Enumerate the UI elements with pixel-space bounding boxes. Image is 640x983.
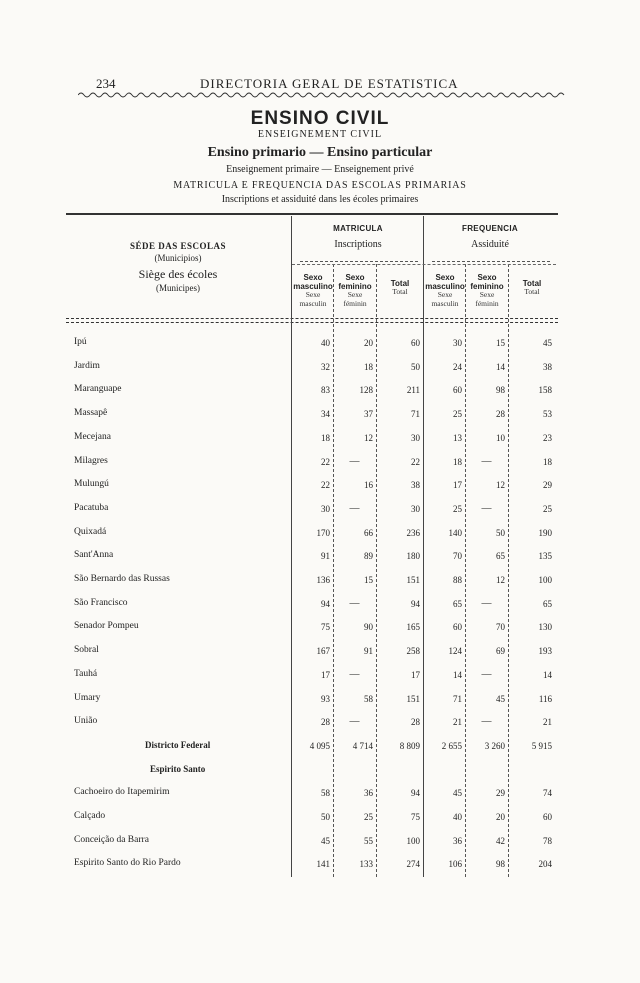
subtitle-fr: Enseignement primaire — Enseignement privé — [226, 164, 414, 175]
cell-value: 74 — [543, 788, 552, 798]
cell-value: 28 — [411, 717, 420, 727]
cell-value: 14 — [496, 362, 505, 372]
cell-value: 25 — [453, 409, 462, 419]
cell-value: 106 — [448, 859, 462, 869]
cell-value: 22 — [411, 457, 420, 467]
cell-value: 70 — [496, 622, 505, 632]
cell-value: 116 — [538, 694, 552, 704]
cell-value: 133 — [359, 859, 373, 869]
cell-value: 135 — [538, 551, 552, 561]
table-row — [0, 716, 640, 740]
cell-value: 12 — [364, 433, 373, 443]
col-masc2-fr-line1: Sexe — [437, 290, 453, 300]
col-masc2-fr-line2: masculin — [431, 299, 459, 308]
cell-value: — — [349, 716, 360, 727]
cell-value: 65 — [453, 599, 462, 609]
row-label: União — [74, 716, 98, 726]
cell-value: 236 — [406, 528, 420, 538]
col-fem2-fr-line2: féminin — [475, 299, 499, 308]
cell-value: 55 — [364, 836, 373, 846]
cell-value: 274 — [406, 859, 420, 869]
cell-value: 94 — [411, 788, 420, 798]
cell-value: 93 — [321, 694, 330, 704]
cell-value: 18 — [364, 362, 373, 372]
cell-value: — — [481, 716, 492, 727]
col-header-total-2 — [509, 279, 555, 297]
cell-value: 14 — [453, 670, 462, 680]
col-total2-line1: Total — [522, 279, 542, 288]
cell-value: 151 — [406, 575, 420, 585]
cell-value: 91 — [321, 551, 330, 561]
cell-value: 29 — [543, 480, 552, 490]
cell-value: 42 — [496, 836, 505, 846]
cell-value: 30 — [411, 433, 420, 443]
cell-value: 25 — [543, 504, 552, 514]
cell-value: 94 — [321, 599, 330, 609]
cell-value: 58 — [364, 694, 373, 704]
cell-value: 70 — [453, 551, 462, 561]
frequencia-label-fr: Assiduité — [471, 239, 509, 251]
row-label: Mecejana — [74, 432, 111, 442]
matricula-brace — [300, 261, 418, 263]
cell-value: 38 — [411, 480, 420, 490]
table-row — [0, 787, 640, 811]
page-number: 234 — [96, 76, 116, 91]
cell-value: 69 — [496, 646, 505, 656]
cell-value: 38 — [543, 362, 552, 372]
cell-value: 89 — [364, 551, 373, 561]
cell-value: — — [349, 456, 360, 467]
cell-value: 71 — [411, 409, 420, 419]
col-fem-line1: Sexo — [345, 273, 365, 282]
cell-value: 4 095 — [309, 741, 330, 751]
table-row — [0, 337, 640, 361]
row-label: Quixadá — [74, 527, 107, 537]
matricula-label-fr: Inscriptions — [334, 239, 382, 251]
cell-value: 83 — [321, 385, 330, 395]
col-header-total-1 — [377, 279, 423, 297]
col-total-line1: Total — [390, 279, 410, 288]
cell-value: 30 — [453, 338, 462, 348]
row-label: Senador Pompeu — [74, 621, 139, 631]
cell-value: 211 — [406, 385, 420, 395]
cell-value: 58 — [321, 788, 330, 798]
cell-value: 45 — [496, 694, 505, 704]
cell-value: 140 — [448, 528, 462, 538]
cell-value: 98 — [496, 859, 505, 869]
cell-value: 24 — [453, 362, 462, 372]
cell-value: — — [481, 456, 492, 467]
row-label: Espirito Santo — [150, 764, 206, 774]
table-row — [0, 669, 640, 693]
wavy-rule — [78, 91, 568, 99]
col-masc2-line1: Sexo — [435, 273, 455, 282]
cell-value: — — [481, 503, 492, 514]
cell-value: 10 — [496, 433, 505, 443]
cell-value: 21 — [543, 717, 552, 727]
cell-value: 23 — [543, 433, 552, 443]
seat-header-pt: SÉDE DAS ESCOLAS — [129, 241, 227, 251]
cell-value: 22 — [321, 480, 330, 490]
row-label: Umary — [74, 693, 101, 703]
cell-value: 4 714 — [352, 741, 373, 751]
cell-value: 78 — [543, 836, 552, 846]
cell-value: 180 — [406, 551, 420, 561]
cell-value: 18 — [453, 457, 462, 467]
cell-value: 12 — [496, 575, 505, 585]
cell-value: 258 — [406, 646, 420, 656]
cell-value: 60 — [411, 338, 420, 348]
cell-value: 14 — [543, 670, 552, 680]
table-row — [0, 621, 640, 645]
col-masc-line1: Sexo — [303, 273, 323, 282]
cell-value: — — [349, 503, 360, 514]
col-masc-fr-line1: Sexe — [305, 290, 321, 300]
cell-value: 75 — [321, 622, 330, 632]
header-bottom-rule — [66, 318, 558, 320]
table-row — [0, 811, 640, 835]
cell-value: 18 — [321, 433, 330, 443]
col-fem2-line2: feminino — [470, 282, 504, 292]
subheader-rule — [292, 264, 556, 266]
cell-value: — — [349, 669, 360, 680]
row-label: Espirito Santo do Rio Pardo — [74, 858, 181, 868]
col-fem-fr-line1: Sexe — [347, 290, 363, 300]
cell-value: 40 — [321, 338, 330, 348]
cell-value: 71 — [453, 694, 462, 704]
cell-value: 65 — [496, 551, 505, 561]
table-row — [0, 456, 640, 480]
header-bottom-rule-2 — [66, 322, 558, 324]
col-header-fem-2 — [466, 273, 508, 309]
cell-value: 151 — [406, 694, 420, 704]
frequencia-header — [425, 224, 555, 251]
cell-value: 65 — [543, 599, 552, 609]
table-row — [0, 693, 640, 717]
cell-value: 91 — [364, 646, 373, 656]
row-label: Massapê — [74, 408, 108, 418]
cell-value: 158 — [538, 385, 552, 395]
table-row — [0, 384, 640, 408]
col-header-masc-1 — [292, 273, 334, 309]
cell-value: 45 — [543, 338, 552, 348]
col-masc2-line2: masculino — [425, 282, 465, 292]
table-row — [0, 740, 640, 764]
cell-value: 25 — [453, 504, 462, 514]
table-row — [0, 527, 640, 551]
cell-value: 34 — [321, 409, 330, 419]
cell-value: 204 — [538, 859, 552, 869]
seat-header-fr-sub: (Municipes) — [156, 282, 200, 293]
row-label: Maranguape — [74, 384, 122, 394]
table-row — [0, 574, 640, 598]
col-fem2-line1: Sexo — [477, 273, 497, 282]
table-row — [0, 361, 640, 385]
cell-value: 17 — [321, 670, 330, 680]
cell-value: 5 915 — [531, 741, 552, 751]
cell-value: — — [349, 598, 360, 609]
col-header-masc-2 — [424, 273, 466, 309]
col-total-fr-line1: Total — [392, 287, 408, 297]
row-label: Calçado — [74, 811, 106, 821]
cell-value: 94 — [411, 599, 420, 609]
cell-value: 12 — [496, 480, 505, 490]
cell-value: 190 — [538, 528, 552, 538]
cell-value: 3 260 — [484, 741, 505, 751]
row-label: São Francisco — [74, 598, 128, 608]
cell-value: 29 — [496, 788, 505, 798]
cell-value: 130 — [538, 622, 552, 632]
row-label: Tauhá — [74, 669, 98, 679]
cell-value: 141 — [316, 859, 330, 869]
cell-value: 16 — [364, 480, 373, 490]
cell-value: 100 — [406, 836, 420, 846]
table-row — [0, 503, 640, 527]
cell-value: 21 — [453, 717, 462, 727]
col-masc-fr-line2: masculin — [299, 299, 327, 308]
cell-value: 18 — [543, 457, 552, 467]
cell-value: 60 — [453, 385, 462, 395]
row-label: Sant'Anna — [74, 550, 114, 560]
cell-value: 60 — [453, 622, 462, 632]
cell-value: 36 — [364, 788, 373, 798]
cell-value: 45 — [321, 836, 330, 846]
cell-value: 50 — [411, 362, 420, 372]
cell-value: — — [481, 598, 492, 609]
col-fem2-fr-line1: Sexe — [479, 290, 495, 300]
cell-value: 98 — [496, 385, 505, 395]
cell-value: 66 — [364, 528, 373, 538]
table-row — [0, 764, 640, 788]
cell-value: 20 — [496, 812, 505, 822]
table-row — [0, 479, 640, 503]
row-label: Cachoeiro do Itapemirim — [74, 787, 170, 797]
main-title-fr: ENSEIGNEMENT CIVIL — [257, 129, 383, 140]
cell-value: 22 — [321, 457, 330, 467]
cell-value: 167 — [316, 646, 330, 656]
matricula-header — [292, 224, 424, 251]
row-label: Jardim — [74, 361, 100, 371]
col-header-fem-1 — [334, 273, 376, 309]
cell-value: 170 — [316, 528, 330, 538]
table-top-rule — [66, 213, 558, 215]
section-title-fr: Inscriptions et assiduité dans les écoles primaires — [221, 194, 419, 205]
table-row — [0, 432, 640, 456]
frequencia-brace — [432, 261, 550, 263]
running-title: DIRECTORIA GERAL DE ESTATISTICA — [200, 76, 459, 91]
cell-value: 50 — [496, 528, 505, 538]
row-label: São Bernardo das Russas — [74, 574, 170, 584]
cell-value: 193 — [538, 646, 552, 656]
subtitle: Ensino primario — Ensino particular — [207, 145, 433, 160]
row-label: Milagres — [74, 456, 108, 466]
col-masc-line2: masculino — [293, 282, 333, 292]
cell-value: 25 — [364, 812, 373, 822]
cell-value: 75 — [411, 812, 420, 822]
cell-value: 28 — [496, 409, 505, 419]
cell-value: 60 — [543, 812, 552, 822]
row-label: Sobral — [74, 645, 99, 655]
cell-value: 17 — [453, 480, 462, 490]
cell-value: 28 — [321, 717, 330, 727]
row-label: Pacatuba — [74, 503, 109, 513]
cell-value: 32 — [321, 362, 330, 372]
seat-header-fr: Siège des écoles — [138, 267, 218, 282]
cell-value: — — [481, 669, 492, 680]
col-fem-fr-line2: féminin — [343, 299, 367, 308]
cell-value: 15 — [496, 338, 505, 348]
table-row — [0, 835, 640, 859]
cell-value: 40 — [453, 812, 462, 822]
cell-value: 50 — [321, 812, 330, 822]
row-label: Districto Federal — [145, 740, 211, 750]
col-total2-fr-line1: Total — [524, 287, 540, 297]
cell-value: 8 809 — [399, 741, 420, 751]
row-label: Ipú — [74, 337, 87, 347]
seat-header — [110, 241, 246, 295]
table-row — [0, 408, 640, 432]
main-title: ENSINO CIVIL — [250, 108, 390, 129]
table-row — [0, 598, 640, 622]
cell-value: 30 — [321, 504, 330, 514]
cell-value: 17 — [411, 670, 420, 680]
cell-value: 165 — [406, 622, 420, 632]
cell-value: 136 — [316, 575, 330, 585]
cell-value: 13 — [453, 433, 462, 443]
seat-header-pt-sub: (Municipios) — [154, 252, 202, 263]
row-label: Conceição da Barra — [74, 835, 149, 845]
table-row — [0, 645, 640, 669]
cell-value: 53 — [543, 409, 552, 419]
cell-value: 88 — [453, 575, 462, 585]
cell-value: 37 — [364, 409, 373, 419]
frequencia-label: FREQUENCIA — [462, 224, 518, 233]
table-row — [0, 550, 640, 574]
matricula-label: MATRICULA — [333, 224, 383, 233]
cell-value: 124 — [448, 646, 462, 656]
cell-value: 15 — [364, 575, 373, 585]
section-title: MATRICULA E FREQUENCIA DAS ESCOLAS PRIMARIAS — [173, 180, 467, 191]
cell-value: 128 — [359, 385, 373, 395]
cell-value: 45 — [453, 788, 462, 798]
col-fem-line2: feminino — [338, 282, 372, 292]
cell-value: 36 — [453, 836, 462, 846]
cell-value: 100 — [538, 575, 552, 585]
cell-value: 20 — [364, 338, 373, 348]
table-row — [0, 858, 640, 882]
row-label: Mulungú — [74, 479, 109, 489]
cell-value: 2 655 — [441, 741, 462, 751]
cell-value: 30 — [411, 504, 420, 514]
cell-value: 90 — [364, 622, 373, 632]
